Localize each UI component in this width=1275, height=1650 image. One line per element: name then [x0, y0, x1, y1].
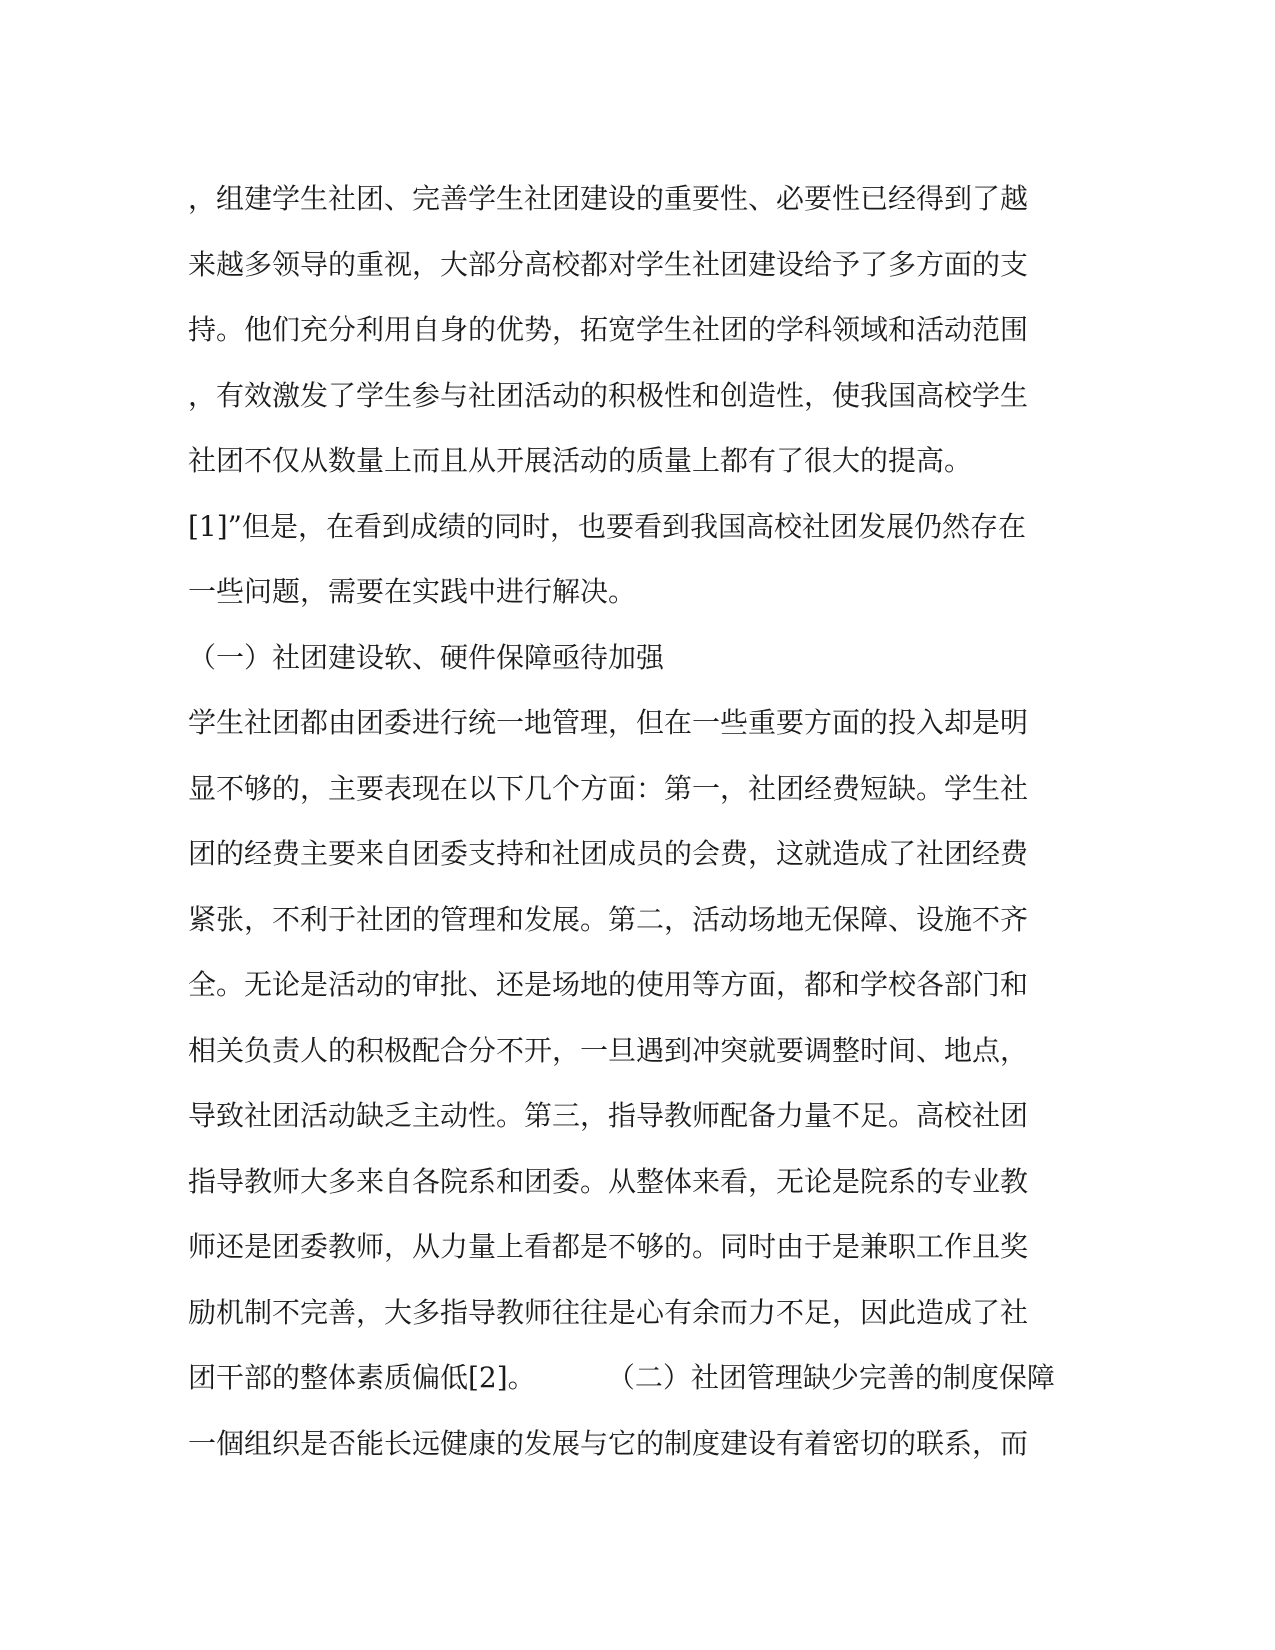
text-line: 相关负责人的积极配合分不开，一旦遇到冲突就要调整时间、地点， — [188, 1033, 1029, 1067]
text-line: 团的经费主要来自团委支持和社团成员的会费，这就造成了社团经费 — [188, 837, 1029, 870]
text-line: 一個组织是否能长远健康的发展与它的制度建设有着密切的联系，而 — [188, 1426, 1029, 1460]
text-line: 紧张，不利于社团的管理和发展。第二，活动场地无保障、设施不齐 — [188, 902, 1029, 936]
text-line: 导致社团活动缺乏主动性。第三，指导教师配备力量不足。高校社团 — [188, 1099, 1029, 1132]
text-line: 全。无论是活动的审批、还是场地的使用等方面，都和学校各部门和 — [188, 968, 1029, 1001]
text-line: 学生社团都由团委进行统一地管理，但在一些重要方面的投入却是明 — [188, 706, 1029, 739]
text-line: 显不够的，主要表现在以下几个方面：第一，社团经费短缺。学生社 — [188, 771, 1029, 805]
text-line: 团干部的整体素质偏低[2]。 （二）社团管理缺少完善的制度保障 — [188, 1361, 1055, 1394]
text-line: [1]”但是，在看到成绩的同时，也要看到我国高校社团发展仍然存在 — [188, 509, 1026, 543]
text-line: 一些问题，需要在实践中进行解决。 — [188, 575, 637, 608]
text-line: 励机制不完善，大多指导教师往往是心有余而力不足，因此造成了社 — [188, 1295, 1029, 1329]
text-line: 来越多领导的重视，大部分高校都对学生社团建设给予了多方面的支 — [188, 247, 1029, 281]
text-line: ，有效激发了学生参与社团活动的积极性和创造性，使我国高校学生 — [188, 378, 1029, 412]
text-line: ，组建学生社团、完善学生社团建设的重要性、必要性已经得到了越 — [188, 182, 1029, 215]
text-line: 持。他们充分利用自身的优势，拓宽学生社团的学科领域和活动范围 — [188, 313, 1029, 346]
text-line: 社团不仅从数量上而且从开展活动的质量上都有了很大的提高。 — [188, 444, 973, 477]
section-heading: （一）社团建设软、硬件保障亟待加强 — [188, 640, 665, 674]
text-line: 指导教师大多来自各院系和团委。从整体来看，无论是院系的专业教 — [188, 1164, 1029, 1198]
body-text — [188, 166, 1088, 1476]
text-line: 师还是团委教师，从力量上看都是不够的。同时由于是兼职工作且奖 — [188, 1230, 1029, 1263]
